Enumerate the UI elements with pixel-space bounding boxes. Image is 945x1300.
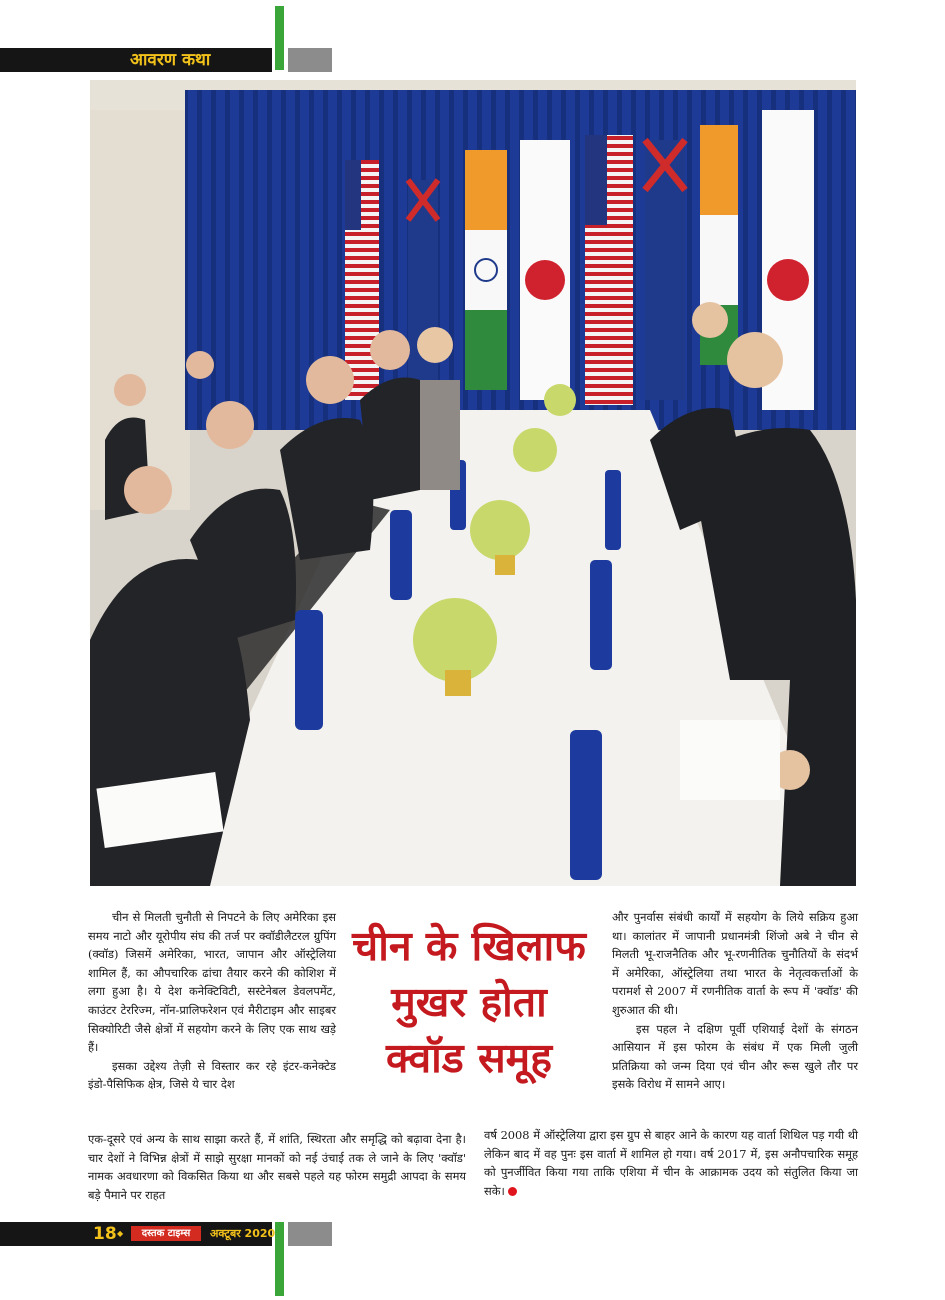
- flag-usa-2: [585, 135, 633, 405]
- headline-line: मुखर होता: [391, 978, 547, 1026]
- article-column-left: [88, 908, 336, 1094]
- article-paragraph: चीन से मिलती चुनौती से निपटने के लिए अमेरिका इस समय नाटो और यूरोपीय संघ की तर्ज पर क्वॉडीलैटरल ग्रुपिंग (क्वॉड) जिसमें अमेरिका, भारत, जापान और ऑस्ट्रेलिया शामिल हैं, का औपचारिक ढांचा तैयार करने की कोशिश में लगा हुआ है। ये देश कनेक्टिविटी, सस्टेनेबल डेवलपमेंट, काउंटर टेररिज्म, नॉन-प्रालिफरेशन एवं मैरीटाइम और साइबर सिक्योरिटी जैसे क्षेत्रों में सहयोग करने के लिए एक साथ खड़े हैं।: [88, 910, 336, 1055]
- footer-gray-block: [288, 1222, 332, 1246]
- flag-india-1: [465, 150, 507, 390]
- quad-meeting-photo: [90, 80, 856, 886]
- end-mark-icon: [508, 1187, 517, 1196]
- magazine-logo: दस्तक टाइम्स: [131, 1226, 201, 1241]
- section-label: आवरण कथा: [130, 50, 211, 70]
- article-column-right-bottom: [484, 1126, 858, 1200]
- headline: [340, 918, 598, 1086]
- footer-green-accent: [275, 1222, 284, 1296]
- header-green-accent: [275, 6, 284, 70]
- issue-date: अक्टूबर 2020: [210, 1227, 276, 1240]
- article-paragraph: एक-दूसरे एवं अन्य के साथ साझा करते हैं, में शांति, स्थिरता और समृद्धि को बढ़ावा देना है। चार देशों ने विभिन्न क्षेत्रों में साझे सुरक्षा मानकों को नई उंचाई तक ले जाने के लिए 'क्वॉड' नामक अवधारणा को विकसित किया था और सबसे पहले यह फोरम समुद्री आपदा के समय बड़े पैमाने पर राहत: [88, 1132, 466, 1202]
- separator-icon: ◆: [117, 1229, 124, 1238]
- headline-line: क्वॉड समूह: [386, 1034, 552, 1082]
- headline-line: चीन के खिलाफ: [352, 922, 586, 970]
- article-column-right: [612, 908, 858, 1094]
- flag-usa-1: [345, 160, 379, 400]
- flag-japan-1: [520, 140, 570, 400]
- page-number: 18: [93, 1224, 117, 1244]
- article-paragraph: वर्ष 2008 में ऑस्ट्रेलिया द्वारा इस ग्रुप से बाहर आने के कारण यह वार्ता शिथिल पड़ गयी थी लेकिन बाद में वह पुनः इस वार्ता में शामिल हो गया। वर्ष 2017 में, इस अनौपचारिक समूह को पुनर्जीवित किया गया ताकि एशिया में चीन के आक्रामक उदय को संतुलित किया जा सके।: [484, 1128, 858, 1198]
- article-column-left-bottom: [88, 1130, 466, 1204]
- article-paragraph: इस पहल ने दक्षिण पूर्वी एशियाई देशों के संगठन आसियान में इस फोरम के संबंध में एक मिली जुली प्रतिक्रिया को जन्म दिया एवं चीन और रूस खुले तौर पर इसके विरोध में सामने आए।: [612, 1021, 858, 1092]
- header-gray-block: [288, 48, 332, 72]
- flag-australia-2: [645, 140, 685, 400]
- article-paragraph: इसका उद्देश्य तेज़ी से विस्तार कर रहे इंटर-कनेक्टेड इंडो-पैसिफिक क्षेत्र, जिसे ये चार देश: [88, 1058, 336, 1092]
- article-paragraph: और पुनर्वास संबंधी कार्यों में सहयोग के लिये सक्रिय हुआ था। कालांतर में जापानी प्रधानमंत्री शिंजो अबे ने चीन से मिलती भू-राजनैतिक और भू-रणनीतिक चुनौतियों के संदर्भ में अमेरिका, ऑस्ट्रेलिया तथा भारत के नेतृत्वकर्त्ताओं के परामर्श से 2007 में रणनीतिक वार्ता के रूप में 'क्वॉड' की शुरुआत की थी।: [612, 910, 858, 1017]
